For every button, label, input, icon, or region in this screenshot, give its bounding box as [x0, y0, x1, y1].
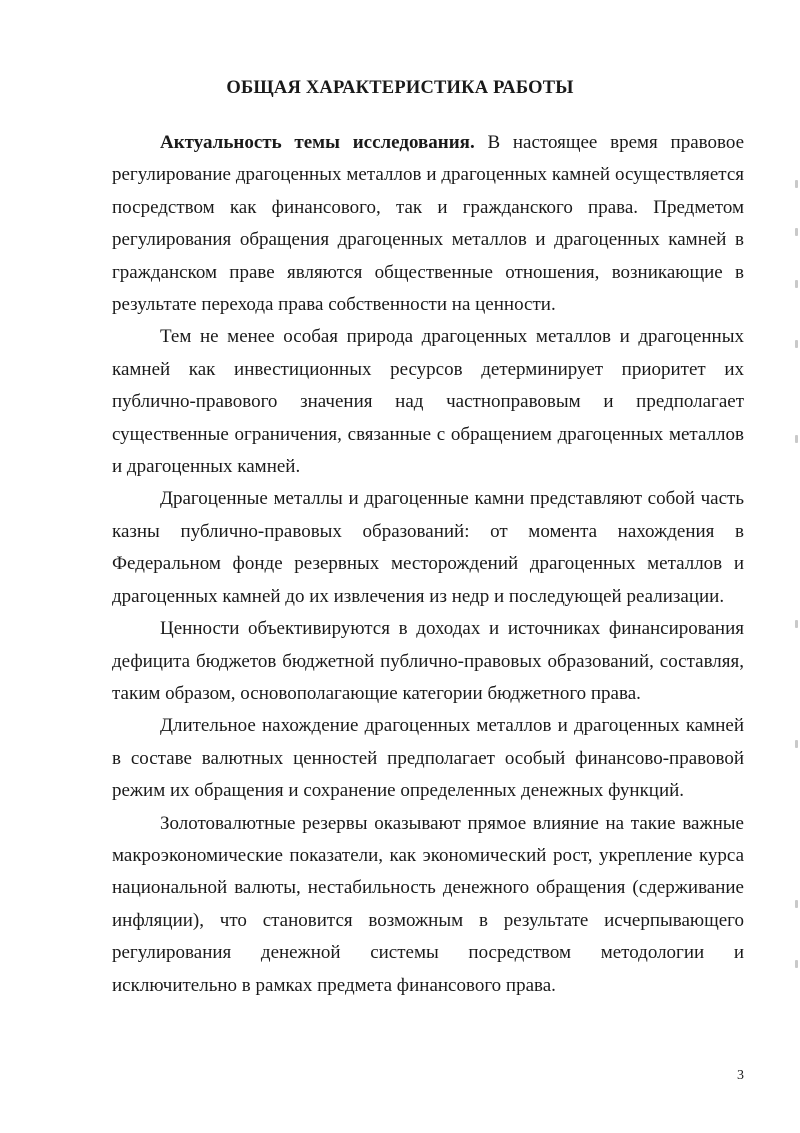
scan-mark — [795, 228, 798, 236]
scan-edge-artifacts — [792, 180, 798, 1040]
paragraph-4 — [112, 613, 744, 710]
paragraph-text: Длительное нахождение драгоценных металлов и драгоценных камней в составе валютных ценностей предполагает особый финансово-правовой режим их обращения и сохранение определенных денежных функций. — [112, 715, 744, 802]
paragraph-2 — [112, 321, 744, 483]
scan-mark — [795, 960, 798, 968]
scan-mark — [795, 340, 798, 348]
paragraph-text: Тем не менее особая природа драгоценных металлов и драгоценных камней как инвестиционных ресурсов детерминирует приоритет их публично-правового значения над частноправовым и предполагает существенные ограничения, связанные с обращением драгоценных металлов и драгоценных камней. — [112, 326, 744, 478]
paragraph-text: Ценности объективируются в доходах и источниках финансирования дефицита бюджетов бюджетной публично-правовых образований, составляя, таким образом, основополагающие категории бюджетного права. — [112, 618, 744, 704]
paragraph-lead: Актуальность темы исследования. — [160, 132, 475, 153]
page-number: 3 — [737, 1068, 744, 1083]
paragraph-3 — [112, 483, 744, 613]
scan-mark — [795, 620, 798, 628]
paragraph-6 — [112, 808, 744, 1002]
scan-mark — [795, 180, 798, 188]
paragraph-text: В настоящее время правовое регулирование драгоценных металлов и драгоценных камней осуществляется посредством как финансового, так и гражданского права. Предметом регулирования обращения драгоценных металлов и драгоценных камней в гражданском праве являются общественные отношения, возникающие в результате перехода права собственности на ценности. — [112, 132, 744, 316]
paragraph-text: Драгоценные металлы и драгоценные камни представляют собой часть казны публично-правовых образований: от момента нахождения в Федеральном фонде резервных месторождений драгоценных металлов и драгоценных камней до их извлечения из недр и последующей реализации. — [112, 488, 744, 607]
scan-mark — [795, 435, 798, 443]
page-title: ОБЩАЯ ХАРАКТЕРИСТИКА РАБОТЫ — [226, 78, 574, 98]
scan-mark — [795, 740, 798, 748]
scan-mark — [795, 900, 798, 908]
scan-mark — [795, 280, 798, 288]
body-text — [112, 127, 744, 1002]
paragraph-1 — [112, 127, 744, 321]
paragraph-text: Золотовалютные резервы оказывают прямое влияние на такие важные макроэкономические показатели, как экономический рост, укрепление курса национальной валюты, нестабильность денежного обращения (сдерживание инфляции), что становится возможным в результате исчерпывающего регулирования денежной системы посредством методологии и исключительно в рамках предмета финансового права. — [112, 812, 744, 996]
paragraph-5 — [112, 710, 744, 807]
